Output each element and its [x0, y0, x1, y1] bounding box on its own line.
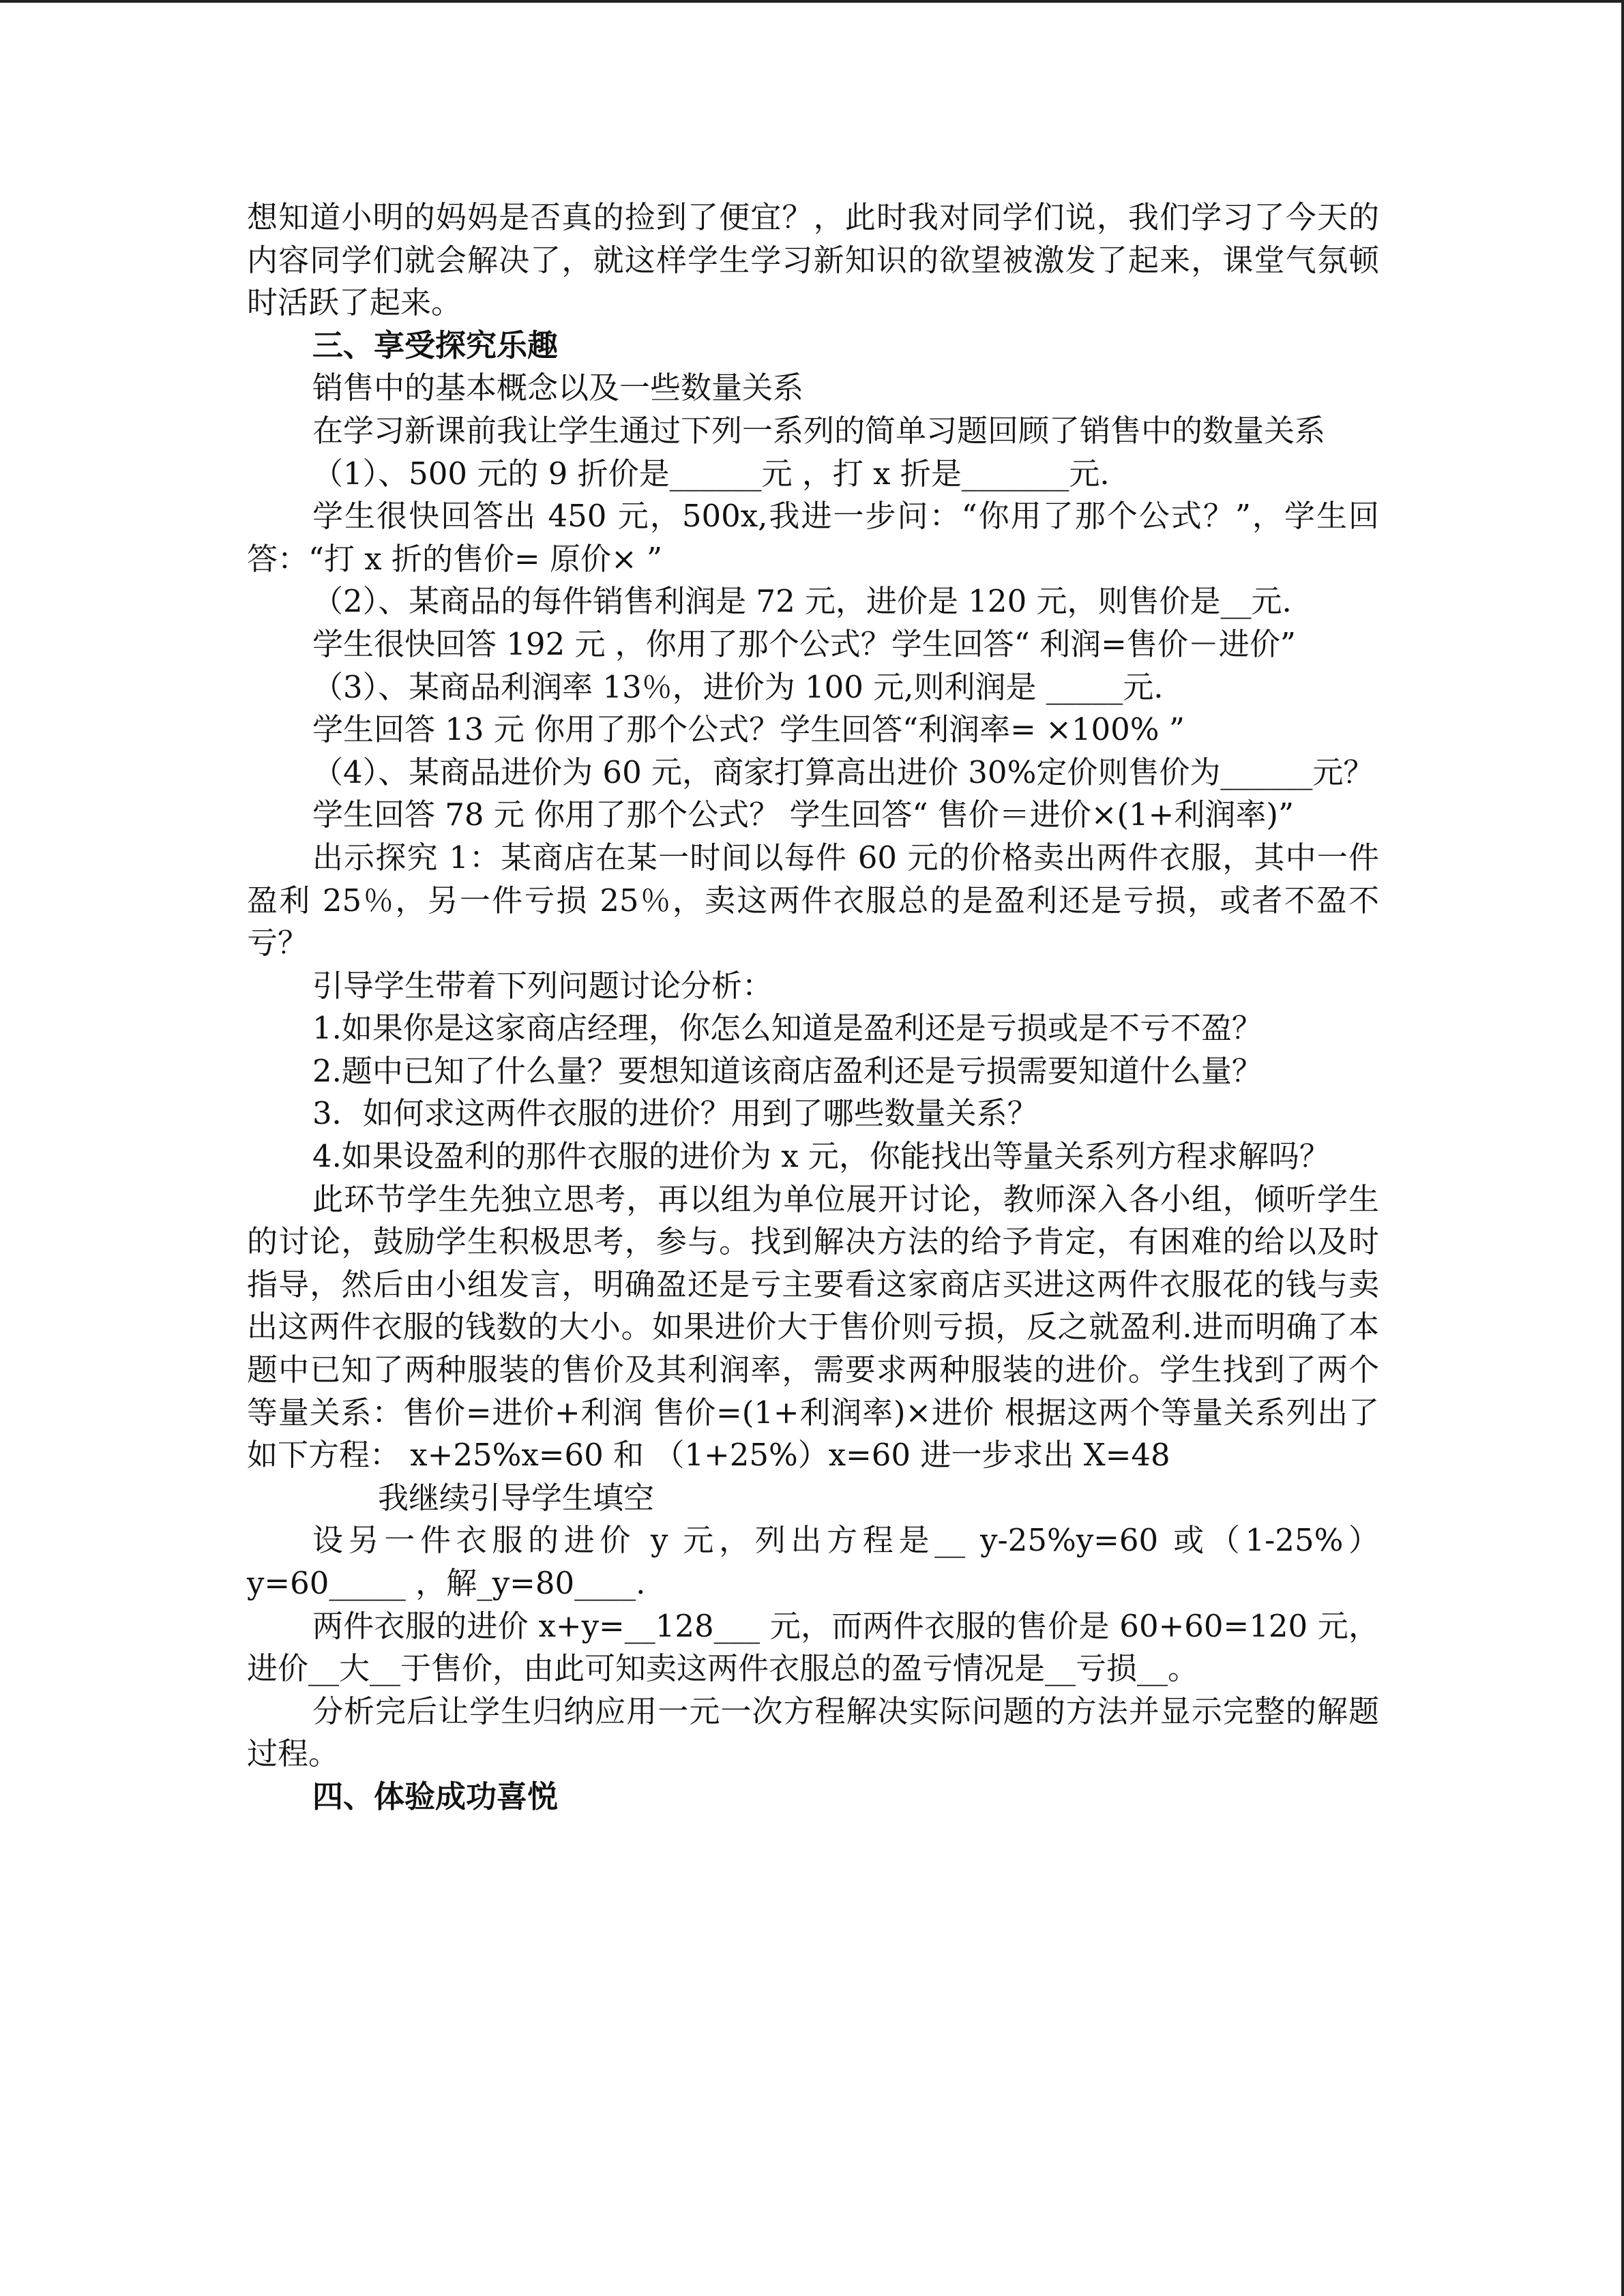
paragraph: 销售中的基本概念以及一些数量关系 [312, 370, 804, 406]
exercise-1: （1）、500 元的 9 折价是______元 ，打 x 折是_______元. [312, 455, 1110, 492]
section-heading-4: 四、体验成功喜悦 [312, 1778, 559, 1815]
question-3: 3．如何求这两件衣服的进价？用到了哪些数量关系？ [312, 1095, 1038, 1132]
paragraph-discussion: 此环节学生先独立思考，再以组为单位展开讨论，教师深入各小组，倾听学生的讨论，鼓励学生积极思考，参与。找到解决方法的给予肯定，有困难的给以及时指导，然后由小组发言，明确盈还是亏主要看这家商店买进这两件衣服花的钱与卖出这两件衣服的钱数的大小。如果进价大于售价则亏损，反之就盈利.进而明确了本题中已知了两种服装的售价及其利润率，需要求两种服装的进价。学生找到了两个等量关系：售价=进价+利润 售价=(1+利润率)×进价 根据这两个等量关系列出了如下方程： x+25%x=60 和 （1+25%）x=60 进一步求出 X=48 [247, 1180, 1379, 1474]
answer-4: 学生回答 78 元 你用了那个公式？ 学生回答“ 售价＝进价×(1+利润率)” [312, 796, 1294, 833]
paragraph: 引导学生带着下列问题讨论分析： [312, 967, 773, 1004]
question-1: 1.如果你是这家商店经理，你怎么知道是盈利还是亏损或是不亏不盈？ [312, 1010, 1263, 1047]
section-heading-3: 三、享受探究乐趣 [312, 327, 559, 363]
answer-1: 学生很快回答出 450 元，500x,我进一步问：“你用了那个公式？”，学生回答：“打 x 折的售价= 原价× ” [247, 498, 1379, 577]
fill-in-1: 设另一件衣服的进价 y 元，列出方程是__ y-25%y=60 或（1-25%）y=60_____ ，解_y=80____. [247, 1522, 1379, 1601]
paragraph: 分析完后让学生归纳应用一元一次方程解决实际问题的方法并显示完整的解题过程。 [247, 1693, 1379, 1772]
exercise-2: （2）、某商品的每件销售利润是 72 元，进价是 120 元，则售价是__元. [312, 583, 1292, 620]
paragraph: 在学习新课前我让学生通过下列一系列的简单习题回顾了销售中的数量关系 [312, 412, 1326, 449]
paragraph-intro: 想知道小明的妈妈是否真的捡到了便宜？，此时我对同学们说，我们学习了今天的内容同学们就会解决了，就这样学生学习新知识的欲望被激发了起来，课堂气氛顿时活跃了起来。 [247, 199, 1379, 321]
paragraph: 我继续引导学生填空 [378, 1479, 655, 1516]
answer-3: 学生回答 13 元 你用了那个公式？学生回答“利润率= ×100% ” [312, 711, 1185, 748]
exercise-3: （3）、某商品利润率 13％，进价为 100 元,则利润是 _____元. [312, 668, 1164, 705]
document-body [247, 196, 1379, 1819]
question-2: 2.题中已知了什么量？要想知道该商店盈利还是亏损需要知道什么量？ [312, 1052, 1263, 1089]
page-right-border [1621, 0, 1624, 2296]
page-top-border [0, 0, 1624, 3]
exercise-4: （4）、某商品进价为 60 元，商家打算高出进价 30%定价则售价为______元？ [312, 754, 1374, 790]
answer-2: 学生很快回答 192 元 ，你用了那个公式？学生回答“ 利润=售价－进价” [312, 625, 1296, 662]
exploration-1: 出示探究 1：某商店在某一时间以每件 60 元的价格卖出两件衣服，其中一件盈利 25％，另一件亏损 25％，卖这两件衣服总的是盈利还是亏损，或者不盈不亏？ [247, 839, 1379, 961]
question-4: 4.如果设盈利的那件衣服的进价为 x 元，你能找出等量关系列方程求解吗？ [312, 1138, 1330, 1175]
fill-in-2: 两件衣服的进价 x+y=__128___ 元，而两件衣服的售价是 60+60=120 元，进价__大__于售价，由此可知卖这两件衣服总的盈亏情况是__亏损__。 [247, 1607, 1379, 1687]
